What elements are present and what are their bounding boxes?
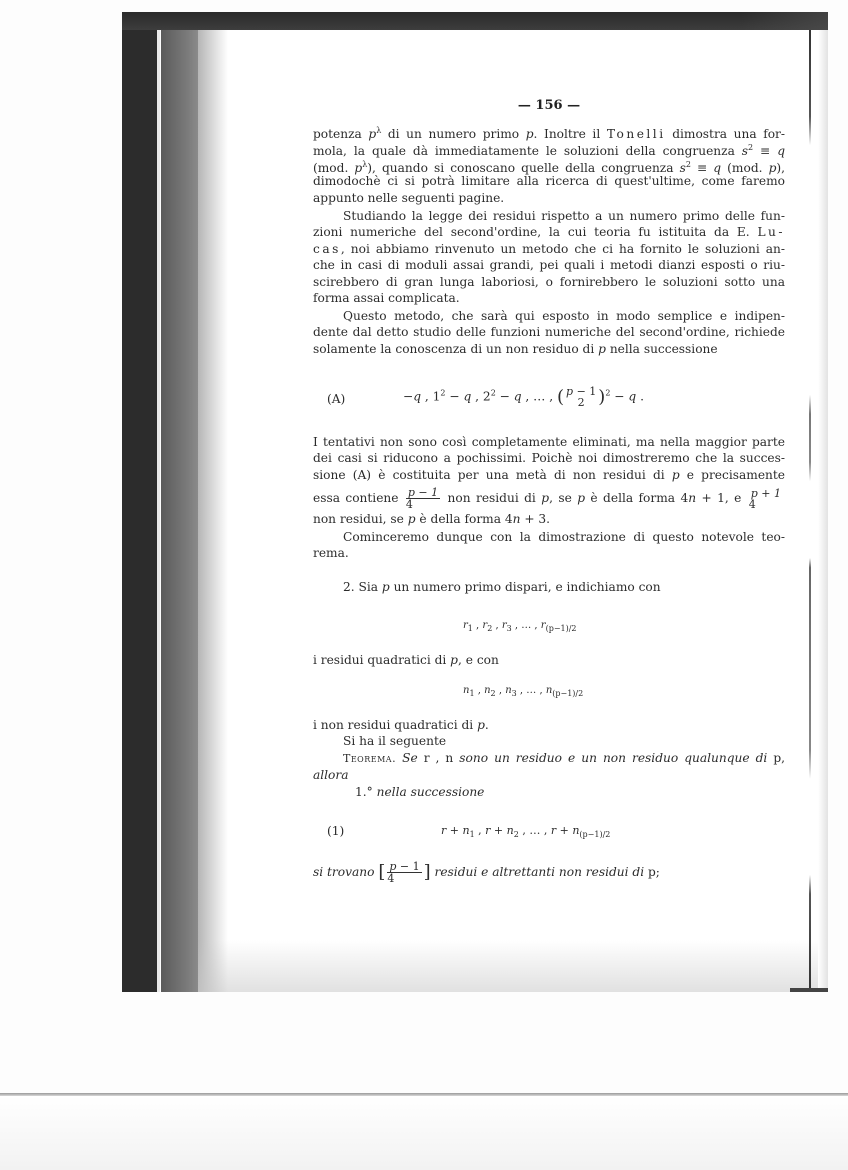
text-line: Questo metodo, che sarà qui esposto in modo semplice e indipen-: [343, 309, 785, 323]
text-line: mola, la quale dà immediatamente le soluzioni della congruenza $s^2 \equiv q$: [313, 143, 785, 159]
bottom-scan-shadow: [198, 940, 828, 992]
text-line: I tentativi non sono così completamente eliminati, ma nella maggior parte: [313, 435, 785, 449]
page-gutter: [161, 30, 198, 992]
text-line: essa contiene $\frac{p - 1}{4}$ non residui di p, se p è della forma 4n + 1, e p + 1 4: [313, 486, 781, 511]
text-line: Studiando la legge dei residui rispetto a un numero primo delle fun-: [343, 209, 785, 223]
page-edge-line: [809, 30, 811, 990]
text-line: (mod. $p^\lambda$), quando si conoscano quelle della congruenza $s^2 \equiv q$ (mod. p),: [313, 160, 786, 176]
theorem-item-1: 1.° nella successione: [355, 785, 485, 799]
theorem-statement: Teorema. Se r , n sono un residuo e un non residuo qualunque di p,: [343, 751, 786, 765]
bottom-right-corner: [790, 988, 828, 992]
theorem-conclusion: si trovano [ $\frac{p - 1}{4}$ ] residui e altrettanti non residui di p;: [313, 860, 660, 885]
text-line: Cominceremo dunque con la dimostrazione di questo notevole teo-: [343, 530, 785, 544]
text-line: dimodochè ci si potrà limitare alla ricerca di quest'ultime, come faremo: [313, 174, 785, 188]
text-line: non residui, se p è della forma 4n + 3.: [313, 512, 551, 526]
formula-label: (1): [327, 824, 345, 838]
formula-label: (A): [327, 392, 346, 406]
text-line: solamente la conoscenza di un non residuo di p nella successione: [313, 342, 718, 356]
formula-expression: −q , $1^2 - q$ , $2^2 - q$ , … , ( p − 1 2 )$^2$ − q .: [403, 385, 644, 409]
text-line: dente dal detto studio delle funzioni numeriche del second'ordine, richiede: [313, 325, 785, 339]
text-line: dei casi si riducono a pochissimi. Poichè noi dimostreremo che la succes-: [313, 451, 785, 465]
top-scan-border: [122, 12, 828, 30]
scanner-bed: [0, 1096, 848, 1170]
page-number: — 156 —: [517, 98, 581, 113]
text-line: appunto nelle seguenti pagine.: [313, 191, 505, 205]
section-2-intro: 2. Sia p un numero primo dispari, e indichiamo con: [343, 580, 661, 594]
text-line: i residui quadratici di p, e con: [313, 653, 499, 667]
text-line: zioni numeriche del second'ordine, la cui teoria fu istituita da E. Lu-: [313, 225, 785, 239]
text-line: forma assai complicata.: [313, 291, 460, 305]
binding-highlight: [157, 30, 160, 992]
nonresidues-sequence: $n_1$ , $n_2$ , $n_3$ , … , $n_{(p-1)/2}$: [463, 685, 584, 698]
text-line: potenza $p^\lambda$ di un numero primo p. Inoltre il Tonelli dimostra una for-: [313, 126, 785, 142]
gutter-shadow: [198, 30, 228, 992]
page-right-edge: [818, 30, 828, 992]
text-line: i non residui quadratici di p.: [313, 718, 489, 732]
text-line: cas, noi abbiamo rinvenuto un metodo che ci ha fornito le soluzioni an-: [313, 242, 785, 256]
text-line: che in casi di moduli assai grandi, pei quali i metodi dianzi esposti o riu-: [313, 258, 785, 272]
text-line: rema.: [313, 546, 349, 560]
book-binding: [122, 12, 158, 992]
text-line: Si ha il seguente: [343, 734, 447, 748]
residues-sequence: $r_1$ , $r_2$ , $r_3$ , … , $r_{(p-1)/2}$: [463, 620, 577, 633]
text-line: sione (A) è costituita per una metà di non residui di p e precisamente: [313, 468, 785, 482]
text-line: scirebbero di gran lunga laboriosi, o fornirebbero le soluzioni sotto una: [313, 275, 785, 289]
formula-expression: $r + n_1$ , $r + n_2$ , … , $r + n_{(p-1)/2}$: [441, 824, 611, 840]
text-line: allora: [313, 768, 349, 782]
